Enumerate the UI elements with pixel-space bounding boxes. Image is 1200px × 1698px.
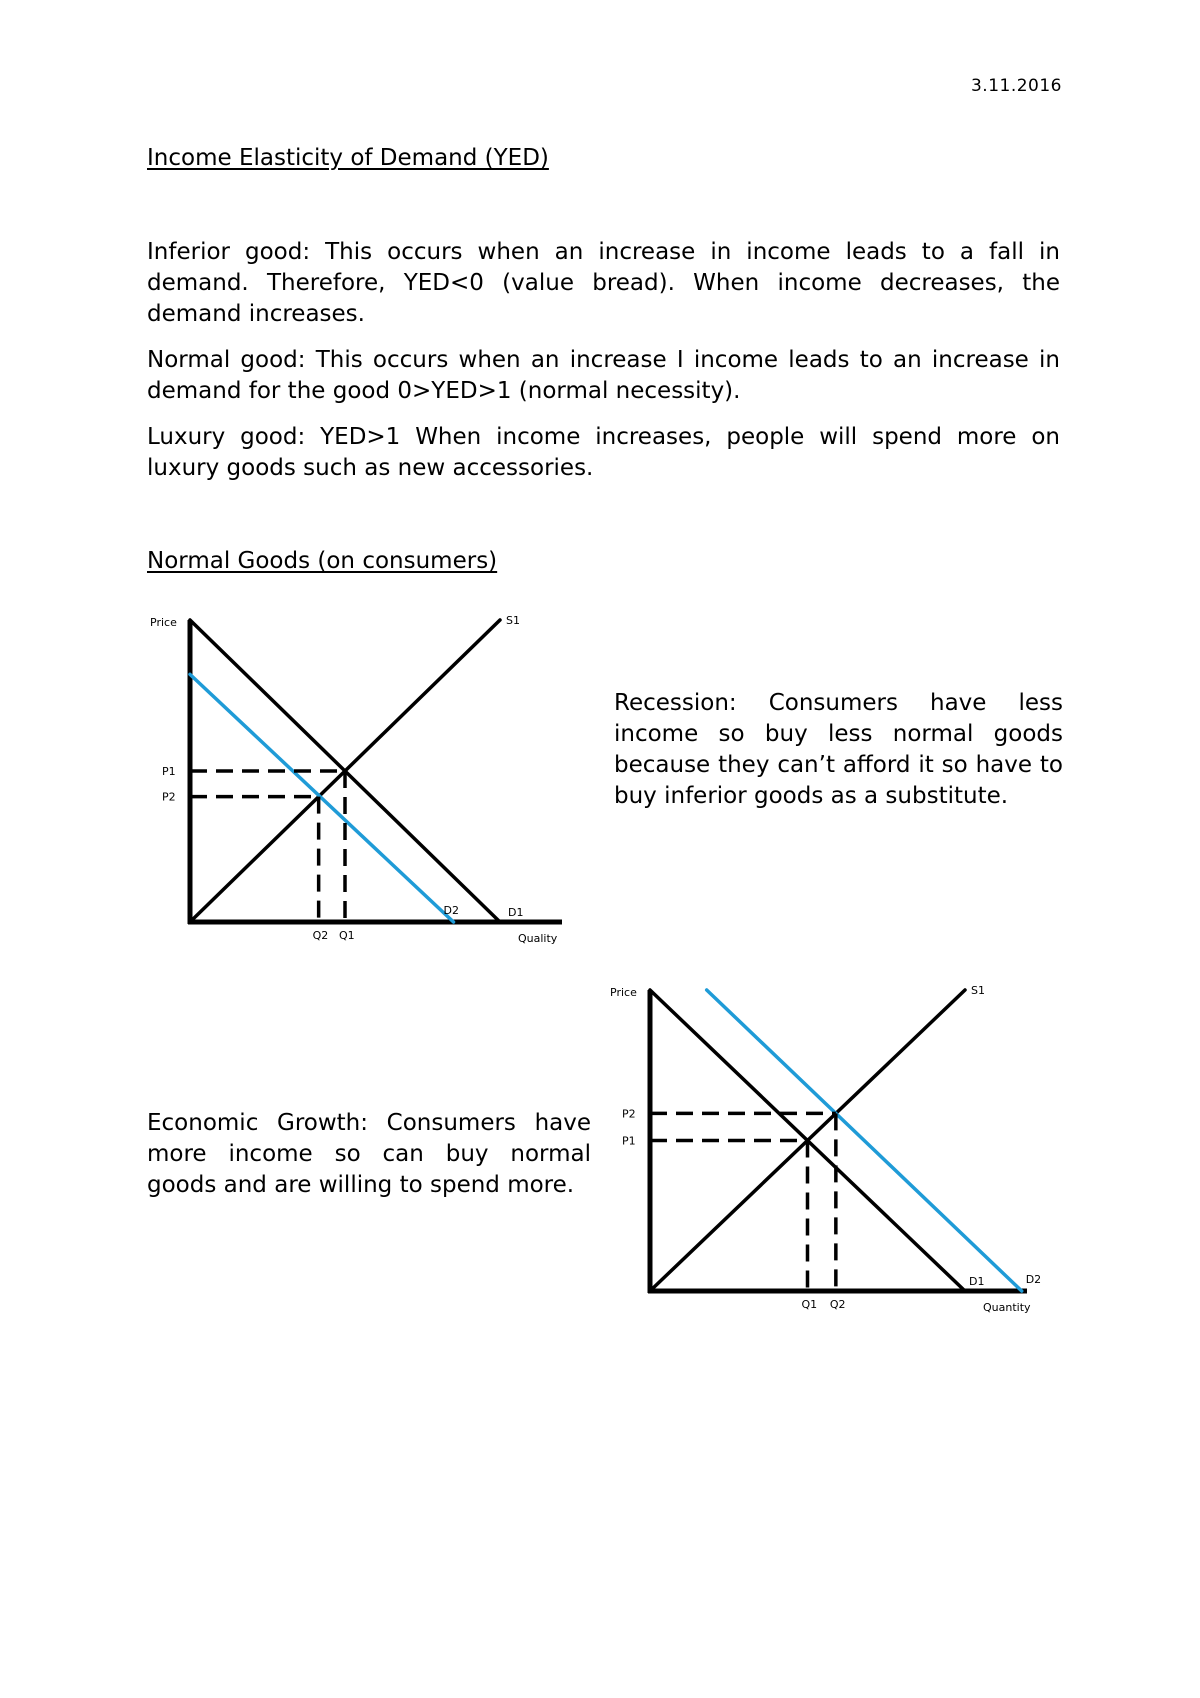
x-axis-label: Quantity bbox=[983, 1301, 1031, 1314]
inferior-good-paragraph: Inferior good: This occurs when an increase in income leads to a fall in demand. Therefore, YED<0 (value bread). When income decreases, the demand increases. bbox=[147, 239, 1060, 327]
y-axis-label: Price bbox=[610, 986, 637, 999]
price-label-p1: P1 bbox=[162, 765, 176, 778]
economic-growth-chart bbox=[600, 975, 1100, 1320]
series-d2-label: D2 bbox=[443, 904, 459, 917]
series-d1-label: D1 bbox=[969, 1275, 985, 1288]
x-axis-label: Quality bbox=[518, 932, 558, 945]
quantity-label-q2: Q2 bbox=[829, 1298, 846, 1311]
y-axis-label: Price bbox=[150, 616, 177, 629]
quantity-label-q2: Q2 bbox=[312, 929, 329, 942]
series-s1-label: S1 bbox=[971, 984, 985, 997]
date: 3.11.2016 bbox=[970, 76, 1062, 96]
recession-chart bbox=[140, 600, 610, 950]
series-d2-line bbox=[707, 990, 1022, 1291]
normal-good-paragraph: Normal good: This occurs when an increase I income leads to an increase in demand for the good 0>YED>1 (normal necessity). bbox=[147, 347, 1060, 404]
quantity-label-q1: Q1 bbox=[339, 929, 355, 942]
quantity-label-q1: Q1 bbox=[801, 1298, 818, 1311]
series-s1-label: S1 bbox=[506, 614, 520, 627]
series-d2-label: D2 bbox=[1025, 1273, 1042, 1286]
series-d1-label: D1 bbox=[508, 906, 524, 919]
economic-growth-text: Economic Growth: Consumers have more income so can buy normal goods and are willing to spend more. bbox=[147, 1110, 591, 1198]
price-label-p1: P1 bbox=[622, 1134, 636, 1148]
price-label-p2: P2 bbox=[622, 1107, 636, 1121]
price-label-p2: P2 bbox=[162, 790, 176, 804]
recession-text: Recession: Consumers have less income so buy less normal goods because they can’t afford it so have to buy inferior goods as a substitute. bbox=[614, 690, 1063, 809]
section-title: Normal Goods (on consumers) bbox=[147, 548, 498, 574]
luxury-good-paragraph: Luxury good: YED>1 When income increases, people will spend more on luxury goods such as new accessories. bbox=[147, 424, 1060, 481]
page-title: Income Elasticity of Demand (YED) bbox=[147, 145, 549, 171]
